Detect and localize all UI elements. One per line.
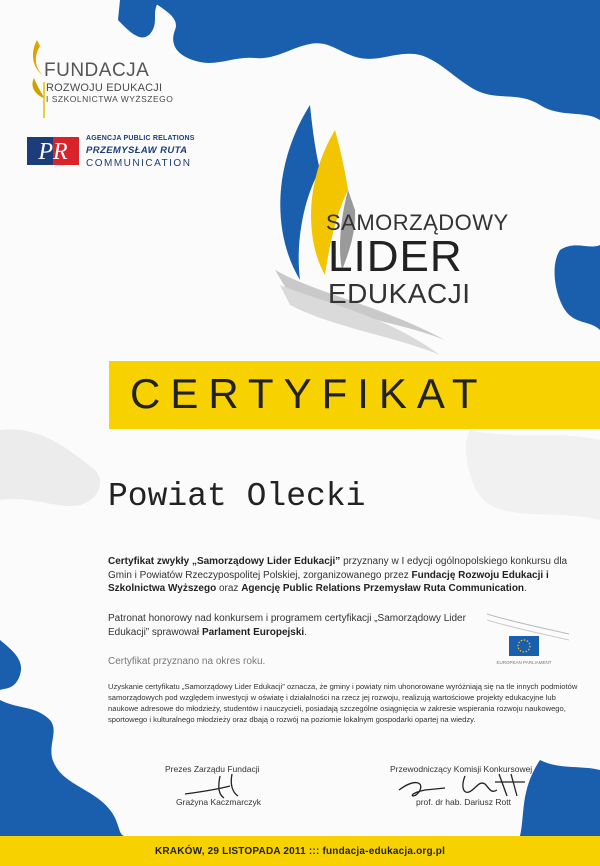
- signature-right-title: Przewodniczący Komisji Konkursowej: [390, 764, 533, 774]
- certificate-validity: Certyfikat przyznano na okres roku.: [108, 656, 266, 667]
- pr-badge-icon: [27, 137, 79, 165]
- signature-left-name: Grażyna Kaczmarczyk: [176, 797, 262, 807]
- pr-agency-communication: COMMUNICATION: [86, 158, 192, 169]
- fundacja-subtitle-1: ROZWOJU EDUKACJI: [46, 82, 163, 94]
- footer-text: KRAKÓW, 29 LISTOPADA 2011 ::: fundacja-edukacja.org.pl: [154, 846, 446, 857]
- pr-agency-name: PRZEMYSŁAW RUTA: [86, 145, 188, 156]
- program-logo-line-2: LIDER: [328, 232, 463, 281]
- eu-caption: EUROPEAN PARLIAMENT: [496, 660, 552, 665]
- program-logo-line-1: SAMORZĄDOWY: [326, 210, 509, 235]
- fundacja-title: FUNDACJA: [44, 60, 150, 81]
- svg-text:PR: PR: [38, 139, 68, 165]
- signature-right-name: prof. dr hab. Dariusz Rott: [416, 797, 511, 807]
- recipient-name: Powiat Olecki: [108, 478, 366, 515]
- certificate-paragraph-2: Patronat honorowy nad konkursem i programem certyfikacji „Samorządowy Lider Edukacji” sprawował Parlament Europejski.: [108, 613, 466, 638]
- program-logo-line-3: EDUKACJI: [328, 278, 471, 309]
- fundacja-subtitle-2: I SZKOLNICTWA WYŻSZEGO: [46, 94, 174, 104]
- certificate-heading: CERTYFIKAT: [130, 370, 488, 417]
- signature-left-title: Prezes Zarządu Fundacji: [165, 764, 260, 774]
- certificate-paragraph-1: Certyfikat zwykły „Samorządowy Lider Edukacji” przyznany w I edycji ogólnopolskiego konkursu dla Gmin i Powiatów Rzeczypospolitej Polskiej, zorganizowanego przez Fundację Rozwoju Edukacji i Szkolnictwa Wyższego oraz Agencję Public Relations Przemysław Ruta Communication.: [108, 556, 568, 594]
- certificate-paragraph-meaning: Uzyskanie certyfikatu „Samorządowy Lider Edukacji” oznacza, że gminy i powiaty nim uhonorowane wyróżniają się na tle innych podmiotów samorządowych pod względem inwestycji w oświatę i działalności na rzecz jej rozwoju, realizują wartościowe projekty edukacyjne lub naukowe adresowe do młodzieży, studentów i nauczycieli, posiadają szczególne osiągnięcia w zakresie wspierania rozwoju naukowego, sportowego i kulturalnego młodzieży oraz dbają o rozwój na poziomie lokalnym gospodarki opartej na wiedzy.: [108, 682, 578, 724]
- pr-agency-label: AGENCJA PUBLIC RELATIONS: [86, 135, 195, 142]
